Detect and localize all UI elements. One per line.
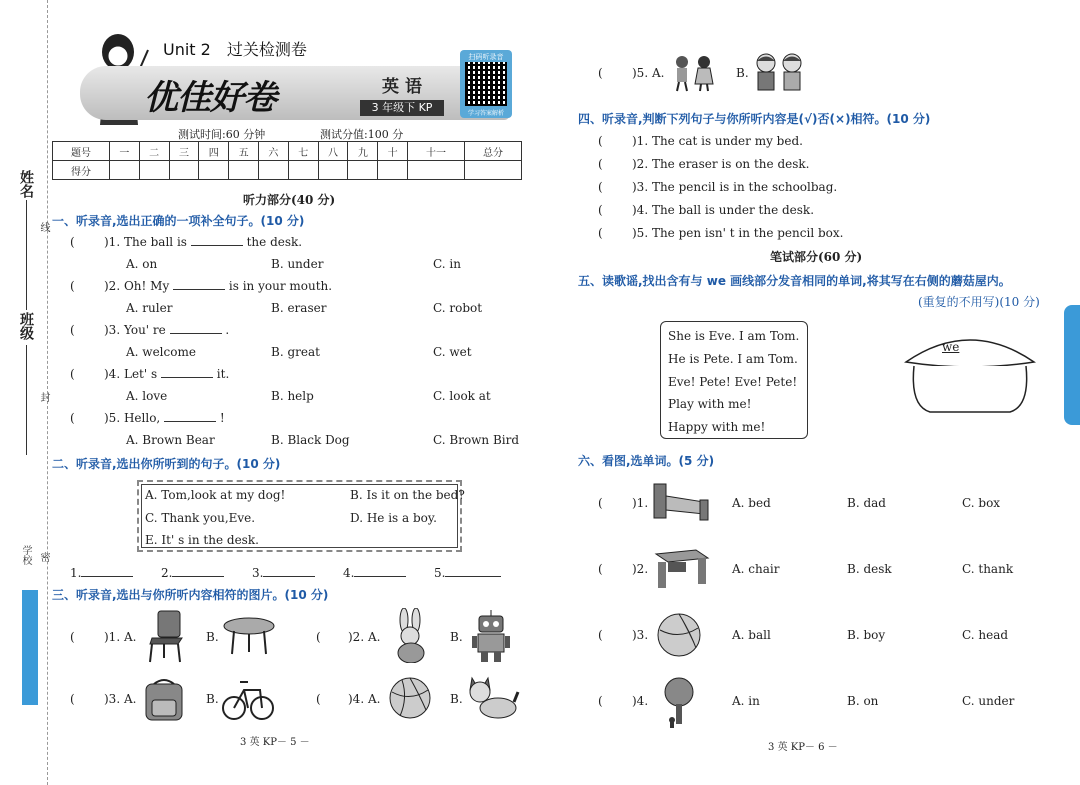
listening-title: 听力部分(40 分) [243,193,336,207]
s1-option-c: C. wet [433,345,472,359]
s6-num: )2. [632,562,649,576]
s2-blank-group [70,566,133,580]
s1-num: )5. [104,411,121,425]
s1-option-b: B. under [271,257,324,271]
s3-item-num: )3. A. [104,692,137,706]
subject-label: 英 语 [382,77,422,97]
answer-paren[interactable]: ( [70,279,75,293]
class-line [26,345,27,455]
s1-post: it. [216,367,230,381]
s2-option: E. It' s in the desk. [145,533,259,547]
qr-bottom-label: 学习答案解析 [467,110,504,117]
score-cell[interactable] [464,161,521,180]
answer-paren[interactable]: ( [598,66,603,80]
s6-num: )1. [632,496,649,510]
s3-item-b: B. [206,692,219,706]
s2-blank[interactable] [445,576,501,577]
s6-option-a: A. in [732,694,760,708]
s1-option-a: A. on [126,257,158,271]
answer-paren[interactable]: ( [598,496,603,510]
score-cell[interactable] [169,161,199,180]
score-table-header-row [53,142,522,161]
class-label: 班级 [18,312,34,340]
poem-line: Happy with me! [668,420,766,434]
s1-option-c: C. Brown Bird [433,433,520,447]
score-cell[interactable] [408,161,465,180]
seal-line-3: 密 [38,552,49,562]
s4-item: )5. The pen isn' t in the pencil box. [632,226,844,240]
answer-paren[interactable]: ( [598,180,603,194]
score-row-label: 得分 [53,161,110,180]
s6-option-c: C. box [962,496,1001,510]
score-cell[interactable] [318,161,348,180]
score-cell[interactable] [139,161,169,180]
s3-item-num: )5. A. [632,66,665,80]
bike-icon [222,672,274,724]
answer-paren[interactable]: ( [598,157,603,171]
score-col: 十 [378,142,408,161]
s2-blank-num: 5. [434,566,446,580]
answer-paren[interactable]: ( [70,367,75,381]
s6-option-a: A. chair [732,562,780,576]
ball-icon [388,676,432,720]
answer-paren[interactable]: ( [316,692,321,706]
section5-note: (重复的不用写)(10 分) [918,295,1040,309]
s6-num: )3. [632,628,649,642]
s1-question [104,279,332,293]
s6-option-a: A. ball [732,628,771,642]
poem-line: Play with me! [668,397,752,411]
s1-option-c: C. look at [433,389,491,403]
score-col: 七 [288,142,318,161]
score-cell[interactable] [109,161,139,180]
mushroom-word: we [942,340,960,354]
section2-title: 二、听录音,选出你所听到的句子。(10 分) [52,457,281,471]
answer-paren[interactable]: ( [598,562,603,576]
seal-line-1: 线 [38,222,49,232]
answer-paren[interactable]: ( [598,628,603,642]
blue-tab [1064,305,1080,425]
poem-line: She is Eve. I am Tom. [668,329,800,343]
score-col: 五 [229,142,259,161]
score-cell[interactable] [378,161,408,180]
s2-blank-group [252,566,315,580]
score-col: 八 [318,142,348,161]
footer-left: 3 英 KP－ 5 － [240,737,310,748]
answer-paren[interactable]: ( [598,694,603,708]
score-cell[interactable] [199,161,229,180]
poem-line: Eve! Pete! Eve! Pete! [668,375,798,389]
s1-pre: Oh! My [123,279,170,293]
s1-blank[interactable] [191,245,243,246]
s4-item: )4. The ball is under the desk. [632,203,815,217]
s2-blank[interactable] [263,576,315,577]
s1-num: )3. [104,323,121,337]
s6-option-c: C. thank [962,562,1014,576]
score-cell[interactable] [229,161,259,180]
s1-option-c: C. robot [433,301,483,315]
s1-question [104,323,229,337]
section3-title: 三、听录音,选出与你所听内容相符的图片。(10 分) [52,588,329,602]
s4-item: )3. The pencil is in the schoolbag. [632,180,838,194]
blue-tape [22,590,38,705]
brand-logo: 优佳好卷 [144,78,276,118]
answer-paren[interactable]: ( [316,630,321,644]
s2-blank-group [434,566,501,580]
s1-blank[interactable] [170,333,222,334]
s1-option-c: C. in [433,257,461,271]
name-line [26,200,27,310]
rabbit-icon [390,608,432,663]
dog-icon [466,674,520,724]
s1-option-b: B. Black Dog [271,433,350,447]
s1-option-b: B. help [271,389,314,403]
s1-question [104,367,229,381]
answer-paren[interactable]: ( [70,692,75,706]
score-col: 三 [169,142,199,161]
s1-num: )2. [104,279,121,293]
answer-paren[interactable]: ( [70,411,75,425]
s4-item: )2. The eraser is on the desk. [632,157,810,171]
chair-icon [146,608,186,663]
s2-blank-group [161,566,224,580]
s1-option-a: A. welcome [126,345,196,359]
score-col: 总分 [464,142,521,161]
score-col: 六 [258,142,288,161]
s1-pre: The ball is [123,235,187,249]
s2-blank[interactable] [81,576,133,577]
name-label: 姓名 [18,170,34,198]
two-kids-icon [752,52,808,92]
section5-title: 五、读歌谣,找出含有与 we 画线部分发音相同的单词,将其写在右侧的蘑菇屋内。 [578,274,1011,288]
s1-option-a: A. ruler [126,301,173,315]
desk-icon [652,546,710,590]
score-cell[interactable] [348,161,378,180]
s3-item-num: )1. A. [104,630,137,644]
score-col: 十一 [408,142,465,161]
s1-post: . [225,323,230,337]
answer-paren[interactable]: ( [598,226,603,240]
school-label: 学校 [20,545,31,565]
score-cell[interactable] [288,161,318,180]
mushroom-house-icon[interactable] [900,326,1040,416]
score-table-score-row [53,161,522,180]
score-col: 题号 [53,142,110,161]
s3-item-b: B. [206,630,219,644]
s1-post: is in your mouth. [228,279,333,293]
qr-top-label: 扫码听录音 [468,53,504,61]
s1-blank[interactable] [173,289,225,290]
bed-icon [652,482,710,522]
s1-blank[interactable] [164,421,216,422]
qr-code[interactable] [460,50,512,118]
s2-blank-num: 1. [70,566,82,580]
table-icon [222,616,277,656]
s6-option-b: B. desk [847,562,892,576]
answer-paren[interactable]: ( [70,235,75,249]
s6-option-b: B. on [847,694,879,708]
section6-title: 六、看图,选单词。(5 分) [578,454,715,468]
ball-icon [656,612,702,658]
s6-option-c: C. head [962,628,1009,642]
score-cell[interactable] [258,161,288,180]
s1-question [104,235,302,249]
s3-item-b: B. [450,630,463,644]
s1-num: )4. [104,367,121,381]
s6-num: )4. [632,694,649,708]
s6-option-c: C. under [962,694,1015,708]
section4-title: 四、听录音,判断下列句子与你所听内容是(√)否(×)相符。(10 分) [578,112,931,126]
section1-title: 一、听录音,选出正确的一项补全句子。(10 分) [52,214,305,228]
s3-item-b: B. [736,66,749,80]
answer-paren[interactable]: ( [598,134,603,148]
test-score: 测试分值:100 分 [320,128,404,141]
robot-icon [470,608,512,663]
score-col: 九 [348,142,378,161]
qr-icon [465,62,507,106]
grade-label: 3 年级下 KP [360,100,444,116]
footer-right: 3 英 KP－ 6 － [768,742,838,753]
s1-option-b: B. eraser [271,301,327,315]
s2-option: C. Thank you,Eve. [145,511,256,525]
score-col: 一 [109,142,139,161]
score-table [52,141,522,180]
answer-paren[interactable]: ( [70,323,75,337]
s2-blank-num: 2. [161,566,173,580]
s1-post: the desk. [246,235,303,249]
s3-item-num: )4. A. [348,692,381,706]
test-time: 测试时间:60 分钟 [178,128,266,141]
writing-title: 笔试部分(60 分) [770,250,863,264]
tree-icon [658,676,700,728]
s1-post: ! [219,411,225,425]
s1-pre: You' re [123,323,166,337]
unit-title: Unit 2 过关检测卷 [163,40,307,59]
s2-blank[interactable] [354,576,406,577]
s2-blank-group [343,566,406,580]
s1-option-a: A. Brown Bear [126,433,215,447]
s3-item-num: )2. A. [348,630,381,644]
s1-question [104,411,225,425]
score-col: 四 [199,142,229,161]
s1-pre: Hello, [123,411,161,425]
s1-blank[interactable] [161,377,213,378]
s6-option-a: A. bed [732,496,771,510]
s2-option: B. Is it on the bed? [350,488,465,502]
s2-option: A. Tom,look at my dog! [145,488,286,502]
seal-line-2: 封 [38,392,49,402]
s6-option-b: B. boy [847,628,886,642]
s1-num: )1. [104,235,121,249]
answer-paren[interactable]: ( [598,203,603,217]
boy-girl-icon [668,54,718,92]
s1-pre: Let' s [123,367,158,381]
s6-option-b: B. dad [847,496,886,510]
s3-item-b: B. [450,692,463,706]
s1-option-b: B. great [271,345,320,359]
s2-blank-num: 4. [343,566,355,580]
s2-blank[interactable] [172,576,224,577]
s2-blank-num: 3. [252,566,264,580]
schoolbag-icon [140,676,188,724]
s1-option-a: A. love [126,389,168,403]
answer-paren[interactable]: ( [70,630,75,644]
s2-option: D. He is a boy. [350,511,437,525]
s4-item: )1. The cat is under my bed. [632,134,803,148]
poem-line: He is Pete. I am Tom. [668,352,798,366]
score-col: 二 [139,142,169,161]
